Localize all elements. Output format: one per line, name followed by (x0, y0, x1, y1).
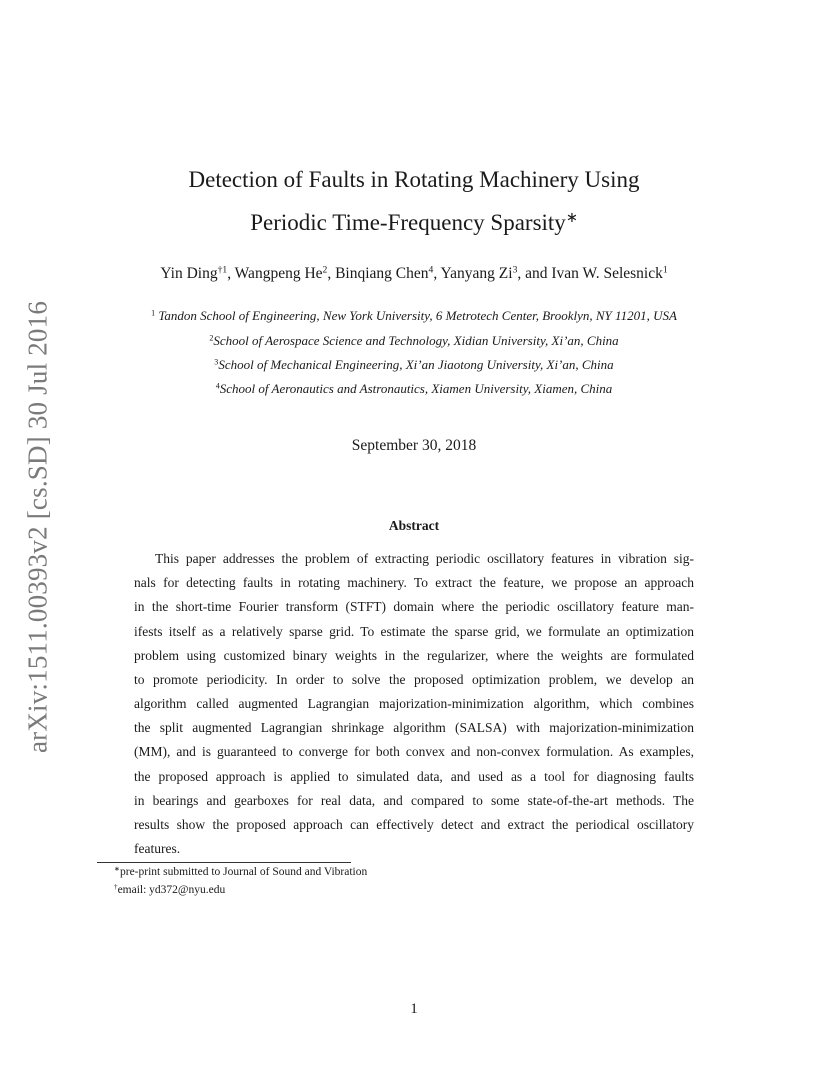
author-mark: 2 (322, 264, 328, 276)
author-name: Yin Ding (160, 265, 218, 282)
footnote-text: pre-print submitted to Journal of Sound and Vibration (119, 866, 368, 878)
affiliation (0, 357, 828, 373)
abstract-line: ifests itself as a relatively sparse grid. To estimate the sparse grid, we formulate an optimization (134, 624, 694, 639)
paper-title-line-1 (0, 167, 828, 193)
footnote-rule (97, 862, 351, 863)
author-list (0, 265, 828, 283)
footnote (114, 866, 367, 878)
paper-date: September 30, 2018 (351, 437, 477, 454)
title-text-1: Detection of Faults in Rotating Machinery Using (188, 167, 640, 192)
abstract-line: features. (134, 841, 181, 856)
author-name: Ivan W. Selesnick (551, 265, 663, 282)
author-separator: , (327, 265, 336, 282)
author-name: Binqiang Chen (335, 265, 429, 282)
author-separator: , (433, 265, 441, 282)
title-footnote-mark: ∗ (565, 210, 578, 227)
abstract-line: nals for detecting faults in rotating machinery. To extract the feature, we propose an approach (134, 575, 694, 590)
affiliation-text: School of Aerospace Science and Technology, Xidian University, Xi’an, China (213, 333, 619, 348)
footnote (114, 884, 225, 896)
affiliation-mark: 4 (215, 381, 220, 391)
affiliation (0, 308, 828, 324)
author-name: Wangpeng He (234, 265, 323, 282)
footnote-mark: † (114, 883, 118, 892)
abstract-line: results show the proposed approach can effectively detect and extract the periodical oscillatory (134, 817, 694, 832)
paper-title-line-2 (0, 210, 828, 236)
affiliation-text: School of Aeronautics and Astronautics, Xiamen University, Xiamen, China (219, 381, 613, 396)
footnote-mark: ∗ (114, 865, 120, 874)
abstract-line: to promote periodicity. In order to solve the proposed optimization problem, we develop an (134, 672, 694, 687)
affiliation-mark: 2 (209, 333, 214, 343)
abstract-line: This paper addresses the problem of extracting periodic oscillatory features in vibration sig- (155, 551, 694, 566)
abstract-heading: Abstract (388, 518, 440, 533)
affiliation-mark: 1 (151, 308, 156, 318)
abstract-line: the proposed approach is applied to simulated data, and used as a tool for diagnosing faults (134, 769, 694, 784)
abstract-line: problem using customized binary weights in the regularizer, where the weights are formulated (134, 648, 694, 663)
footnote-text: email: yd372@nyu.edu (117, 884, 226, 896)
arxiv-side-stamp: arXiv:1511.00393v2 [cs.SD] 30 Jul 2016 (22, 300, 53, 754)
abstract-line: algorithm called augmented Lagrangian majorization-minimization algorithm, which combines (134, 696, 694, 711)
author-mark: †1 (217, 264, 228, 276)
author-name: Yanyang Zi (440, 265, 513, 282)
affiliation (0, 333, 828, 349)
affiliation-mark: 3 (214, 357, 219, 367)
title-text-2: Periodic Time-Frequency Sparsity (250, 210, 566, 235)
author-separator: , (227, 265, 235, 282)
affiliation-text: School of Mechanical Engineering, Xi’an Jiaotong University, Xi’an, China (218, 357, 614, 372)
abstract-line: the split augmented Lagrangian shrinkage algorithm (SALSA) with majorization-minimization (134, 720, 694, 735)
abstract-line: (MM), and is guaranteed to converge for both convex and non-convex formulation. As examples, (134, 744, 694, 759)
affiliation-text: Tandon School of Engineering, New York University, 6 Metrotech Center, Brooklyn, NY 11201, USA (155, 308, 677, 323)
author-separator: , and (517, 265, 552, 282)
affiliation (0, 381, 828, 397)
abstract-line: in bearings and gearboxes for real data, and compared to some state-of-the-art methods. The (134, 793, 694, 808)
page-number: 1 (410, 1001, 418, 1017)
author-mark: 1 (662, 264, 668, 276)
author-mark: 4 (428, 264, 434, 276)
abstract-line: in the short-time Fourier transform (STFT) domain where the periodic oscillatory feature man- (134, 599, 694, 614)
author-mark: 3 (512, 264, 518, 276)
